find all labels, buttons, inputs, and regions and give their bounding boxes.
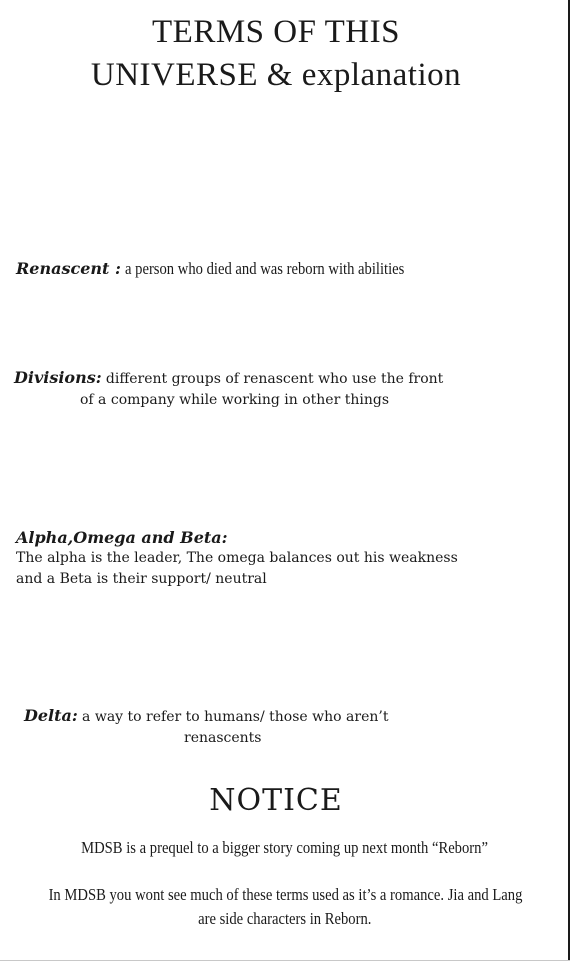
term-definition-line-2: renascents	[184, 730, 262, 746]
term-label: Renascent :	[16, 259, 121, 278]
notice-heading: NOTICE	[209, 783, 343, 818]
term-label: Divisions:	[14, 368, 102, 387]
term-definition-line-1: a way to refer to humans/ those who aren’t	[82, 709, 389, 725]
notice-text: MDSB is a prequel to a bigger story coming up next month “Reborn”	[81, 838, 489, 857]
notice-line-1	[0, 836, 570, 859]
notice-text: In MDSB you wont see much of these terms used as it’s a romance. Jia and Lang	[48, 885, 522, 904]
term-renascent	[16, 258, 450, 279]
term-definition-line-1: different groups of renascent who use the front	[105, 371, 444, 387]
term-label: Delta:	[24, 706, 78, 725]
term-alpha-omega-beta	[16, 527, 536, 590]
term-delta	[24, 705, 544, 749]
term-definition: a person who died and was reborn with abilities	[125, 259, 405, 278]
page-title-line-1: TERMS OF THIS	[152, 14, 400, 50]
term-definition-line-1: The alpha is the leader, The omega balances out his weakness	[16, 550, 458, 566]
term-label: Alpha,Omega and Beta:	[16, 528, 228, 547]
page-title-line-2: UNIVERSE & explanation	[90, 57, 462, 93]
term-divisions	[14, 367, 534, 411]
term-definition-line-2: of a company while working in other things	[80, 392, 389, 408]
notice-line-2	[0, 883, 570, 906]
notice-text: are side characters in Reborn.	[198, 909, 372, 928]
notice-line-3	[0, 907, 570, 930]
term-definition-line-2: and a Beta is their support/ neutral	[16, 571, 267, 587]
